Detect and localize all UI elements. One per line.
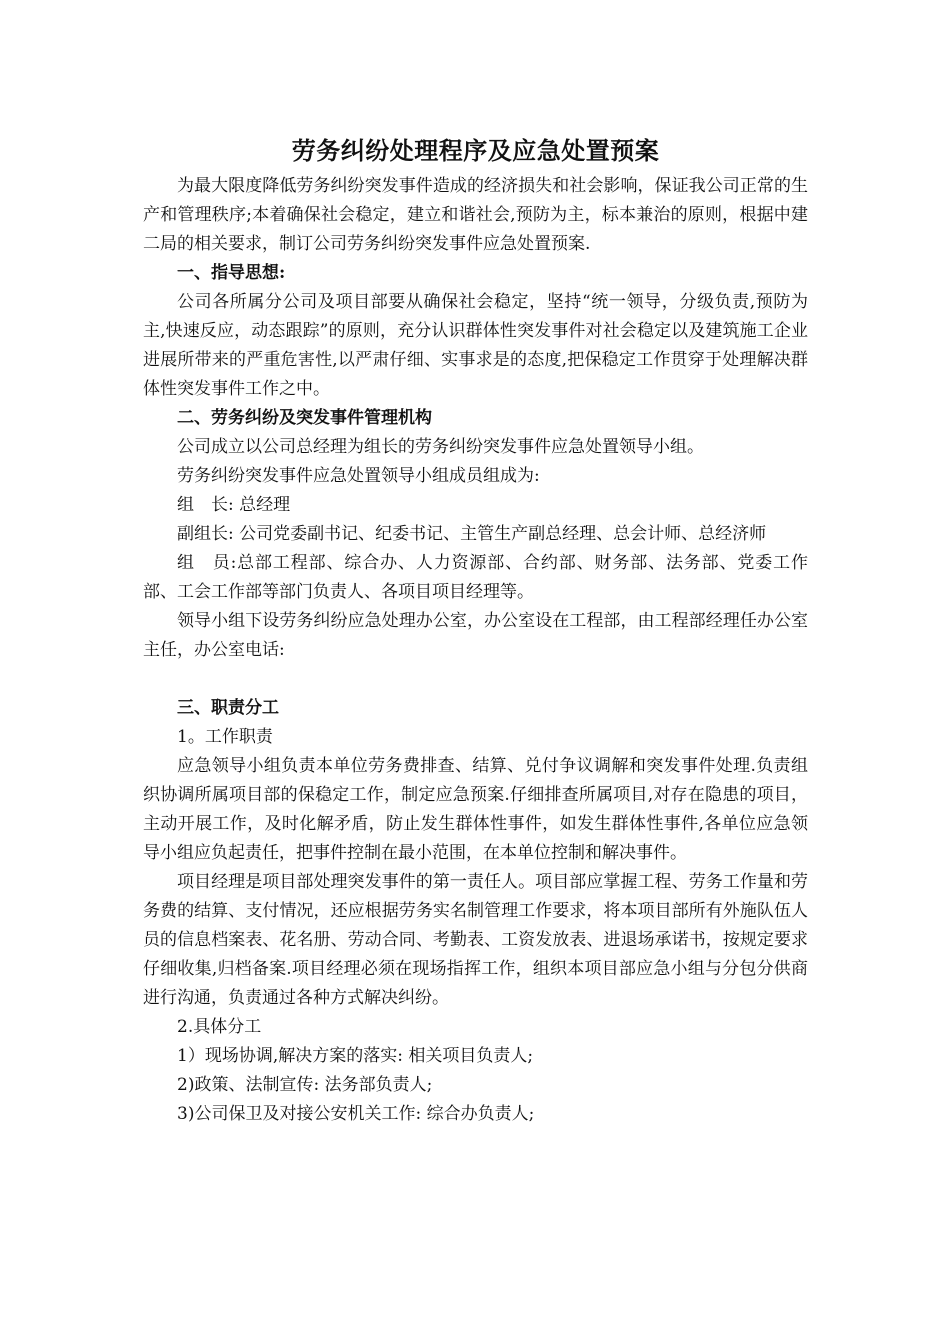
section-2-office: 领导小组下设劳务纠纷应急处理办公室，办公室设在工程部，由工程部经理任办公室主任，办公室电话: (143, 611, 808, 660)
section-2-heading: 二、劳务纠纷及突发事件管理机构 (177, 408, 432, 428)
blank-line (143, 665, 808, 694)
section-2-paragraph-2: 劳务纠纷突发事件应急处置领导小组成员组成为: (177, 466, 540, 486)
section-1-paragraph: 公司各所属分公司及项目部要从确保社会稳定，坚持“统一领导，分级负责,预防为主,快速反应，动态跟踪”的原则，充分认识群体性突发事件对社会稳定以及建筑施工企业进展所带来的严重危害性,以严肃仔细、实事求是的态度,把保稳定工作贯穿于处理解决群体性突发事件工作之中。 (143, 292, 808, 399)
section-3-item-2: 2)政策、法制宣传: 法务部负责人; (177, 1075, 433, 1095)
section-2-leader: 组 长: 总经理 (177, 495, 291, 515)
section-2-paragraph-1: 公司成立以公司总经理为组长的劳务纠纷突发事件应急处置领导小组。 (177, 437, 704, 457)
section-3-paragraph-1: 应急领导小组负责本单位劳务费排查、结算、兑付争议调解和突发事件处理.负责组织协调所属项目部的保稳定工作，制定应急预案.仔细排查所属项目,对存在隐患的项目，主动开展工作，及时化解矛盾，防止发生群体性事件，如发生群体性事件,各单位应急领导小组应负起责任，把事件控制在最小范围，在本单位控制和解决事件。 (143, 756, 808, 863)
section-3-paragraph-2: 项目经理是项目部处理突发事件的第一责任人。项目部应掌握工程、劳务工作量和劳务费的结算、支付情况，还应根据劳务实名制管理工作要求，将本项目部所有外施队伍人员的信息档案表、花名册、劳动合同、考勤表、工资发放表、进退场承诺书，按规定要求仔细收集,归档备案.项目经理必须在现场指挥工作，组织本项目部应急小组与分包分供商进行沟通，负责通过各种方式解决纠纷。 (143, 872, 808, 1008)
section-2-deputy-leaders: 副组长: 公司党委副书记、纪委书记、主管生产副总经理、总会计师、总经济师 (177, 524, 767, 544)
document-body (143, 132, 808, 1129)
document-title: 劳务纠纷处理程序及应急处置预案 (291, 136, 660, 165)
section-1-heading: 一、指导思想: (177, 263, 286, 283)
intro-paragraph: 为最大限度降低劳务纠纷突发事件造成的经济损失和社会影响，保证我公司正常的生产和管理秩序;本着确保社会稳定，建立和谐社会,预防为主，标本兼治的原则，根据中建二局的相关要求，制订公司劳务纠纷突发事件应急处置预案. (143, 176, 808, 254)
section-3-subheading-2: 2.具体分工 (177, 1017, 262, 1037)
section-3-item-1: 1）现场协调,解决方案的落实: 相关项目负责人; (177, 1046, 534, 1066)
section-3-subheading-1: 1。工作职责 (177, 727, 273, 747)
section-3-item-3: 3)公司保卫及对接公安机关工作: 综合办负责人; (177, 1104, 535, 1124)
section-2-members: 组 员:总部工程部、综合办、人力资源部、合约部、财务部、法务部、党委工作部、工会工作部等部门负责人、各项目项目经理等。 (143, 553, 808, 602)
section-3-heading: 三、职责分工 (177, 698, 279, 718)
